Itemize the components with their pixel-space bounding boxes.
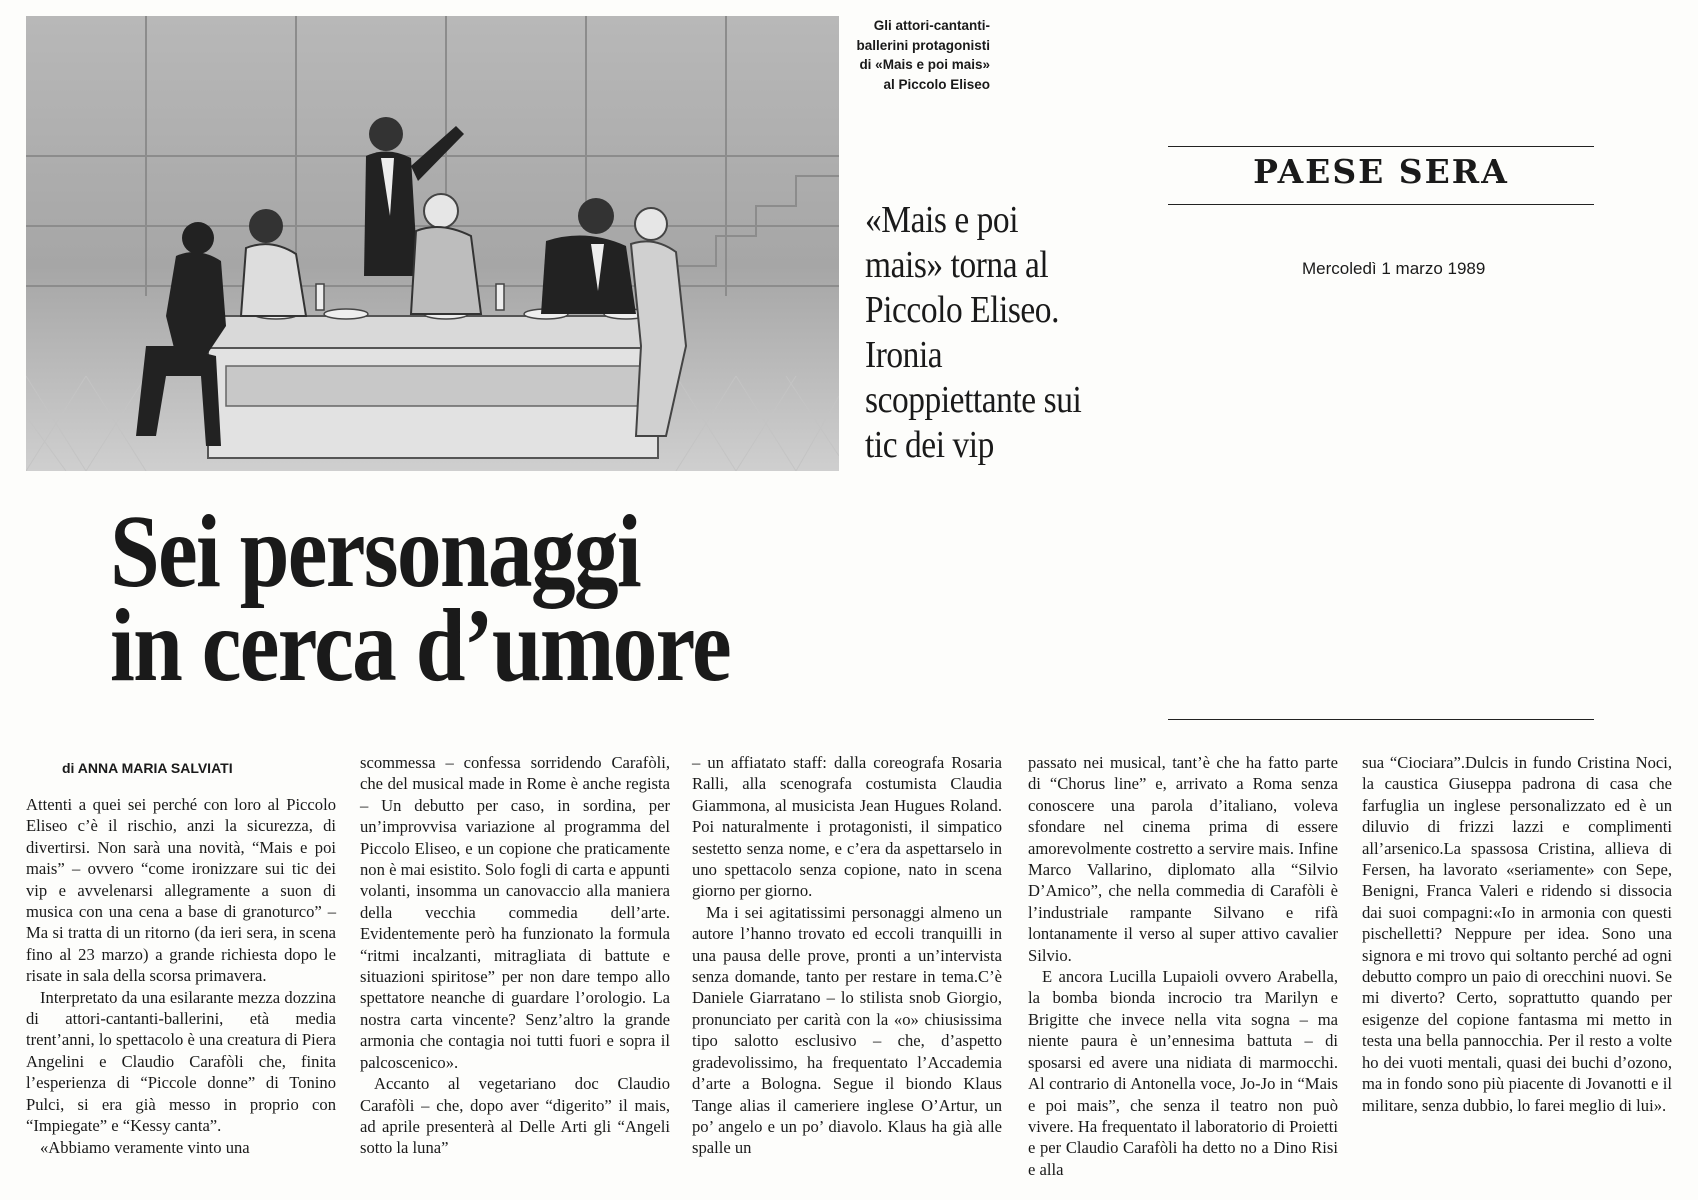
paragraph: «Abbiamo veramente vinto una xyxy=(40,1137,250,1157)
paragraph: Accanto al vegetariano doc Claudio Carafòli – che, dopo aver “digerito” il mais, ad aprile presenterà al Delle Arti gli “Angeli sotto la luna” xyxy=(360,1074,670,1158)
paragraph: – un affiatato staff: dalla coreografa Rosaria Ralli, alla scenografa costumista Claudia Giammona, al musicista Jean Hugues Roland. Poi naturalmente i protagonisti, il simpatico sestetto senza nome, e c’era da aspettarselo in uno spettacolo senza copione, nato in scena giorno per giorno. xyxy=(692,753,1002,901)
masthead-bottom-rule xyxy=(1168,204,1594,205)
paragraph: Ma i sei agitatissimi personaggi almeno un autore l’hanno trovato ed eccoli tranquilli in una pausa delle prove, pronti a un’intervista senza domande, tanto per restare in tema.C’è Daniele Giarratano – lo stilista snob Giorgio, pronunciato per carità con la «o» chiusissima tipo salotto esclusivo – che, d’aspetto gradevolissimo, ha frequentato l’Accademia d’arte a Bologna. Segue il biondo Klaus Tange alias il cameriere inglese O’Artur, un po’ angelo e un po’ diavolo. Klaus ha già alle spalle un xyxy=(692,902,1002,1158)
paragraph: passato nei musical, tant’è che ha fatto parte di “Chorus line” e, arrivato a Roma senza conoscere una parola d’italiano, voleva sfondare nel cinema prima di essere amorevolmente costretto a servire mais. Infine Marco Vallarino, diplomato alla “Silvio D’Amico”, che nella commedia di Carafòli è l’industriale rampante Silvano e rifà lontanamente il verso al super attivo cavalier Silvio. xyxy=(1028,753,1338,965)
paragraph: Attenti a quei sei perché con loro al Piccolo Eliseo c’è il rischio, anzi la sicurezza, di divertirsi. Non sarà una novità, “Mais e poi mais” – ovvero “come ironizzare sui tic dei vip e avvelenarsi allegramente a suon di musica con una cena a base di granoturco” – Ma si tratta di un ritorno (da ieri sera, in scena fino al 23 marzo) a grande richiesta dopo le risate in sala della scorsa primavera. xyxy=(26,795,336,986)
subheadline: «Mais e poi mais» torna al Piccolo Eliseo. Ironia scoppiettante sui tic dei vip xyxy=(865,199,1082,466)
paragraph: scommessa – confessa sorridendo Carafòli, che del musical made in Rome è anche regista – Un debutto per caso, in sordina, per un’improvvisa variazione al programma del Piccolo Eliseo, e un copione che praticamente non è mai esistito. Solo fogli di carta e appunti volanti, insomma un canovaccio alla maniera della vecchia commedia dell’arte. Evidentemente però ha funzionato la formula “ritmi incalzanti, mitragliata di battute e situazioni spiritose” per non dare tempo allo spettatore neanche di guardare l’orologio. La nostra carta vincente? Senz’altro la grande armonia che contagia noi tutti fuori e sopra il palcoscenico». xyxy=(360,753,670,1072)
stage-photo xyxy=(26,16,839,471)
photo-caption: Gli attori-cantanti-ballerini protagonisti di «Mais e poi mais» al Piccolo Eliseo xyxy=(856,18,990,92)
publication-date: Mercoledì 1 marzo 1989 xyxy=(1302,259,1486,278)
article-column-5 xyxy=(1362,752,1672,1116)
article-column-2 xyxy=(360,752,670,1159)
newspaper-masthead: PAESE SERA xyxy=(1253,152,1509,191)
article-column-3 xyxy=(692,752,1002,1159)
byline: di ANNA MARIA SALVIATI xyxy=(62,760,233,776)
article-column-1 xyxy=(26,794,336,1158)
main-headline xyxy=(110,494,936,703)
article-column-4 xyxy=(1028,752,1338,1180)
paragraph: E ancora Lucilla Lupaioli ovvero Arabella, la bomba bionda incrocio tra Marilyn e Brigitte che invece nella vita sogna – ma niente paura è un’ennesima battuta – di sposarsi ed avere una nidiata di marmocchi. Al contrario di Antonella voce, Jo-Jo in “Mais e poi mais”, che senza il teatro non può vivere. Ha frequentato il laboratorio di Proietti e per Claudio Carafòli ha detto no a Dino Risi e alla xyxy=(1028,967,1338,1179)
section-divider xyxy=(1168,719,1594,720)
headline-line-1: Sei personaggi xyxy=(110,494,640,609)
paragraph: Interpretato da una esilarante mezza dozzina di attori-cantanti-ballerini, età media trent’anni, lo spettacolo è una creatura di Piera Angelini e Claudio Carafòli che, finita l’esperienza di “Piccole donne” di Tonino Pulci, si era già messo in proprio con “Impiegate” e “Kessy canta”. xyxy=(26,987,336,1136)
headline-line-2: in cerca d’umore xyxy=(110,588,730,703)
paragraph: sua “Ciociara”.Dulcis in fundo Cristina Noci, la caustica Giuseppa padrona di casa che farfuglia un inglese personalizzato ed è un diluvio di frizzi lazzi e complimenti all’arsenico.La spassosa Cristina, allieva di Fersen, ha lavorato «seriamente» con Sepe, Benigni, Franca Valeri e ridendo si dissocia dai suoi compagni:«Io in armonia con questi pischelletti? Neppure per idea. Sono una signora e mi trovo qui soltanto perché ad ogni debutto compro un paio di orecchini nuovi. Se mi diverto? Certo, soprattutto quando per esigenze del copione fantasma mi metto in testa una bella pannocchia. Per il resto a volte ho dei vuoti mentali, quasi dei buchi d’ozono, ma in fondo sono più piacente di Jovanotti e il militare, senza dubbio, lo farei meglio di lui». xyxy=(1362,753,1672,1115)
masthead-top-rule xyxy=(1168,146,1594,147)
